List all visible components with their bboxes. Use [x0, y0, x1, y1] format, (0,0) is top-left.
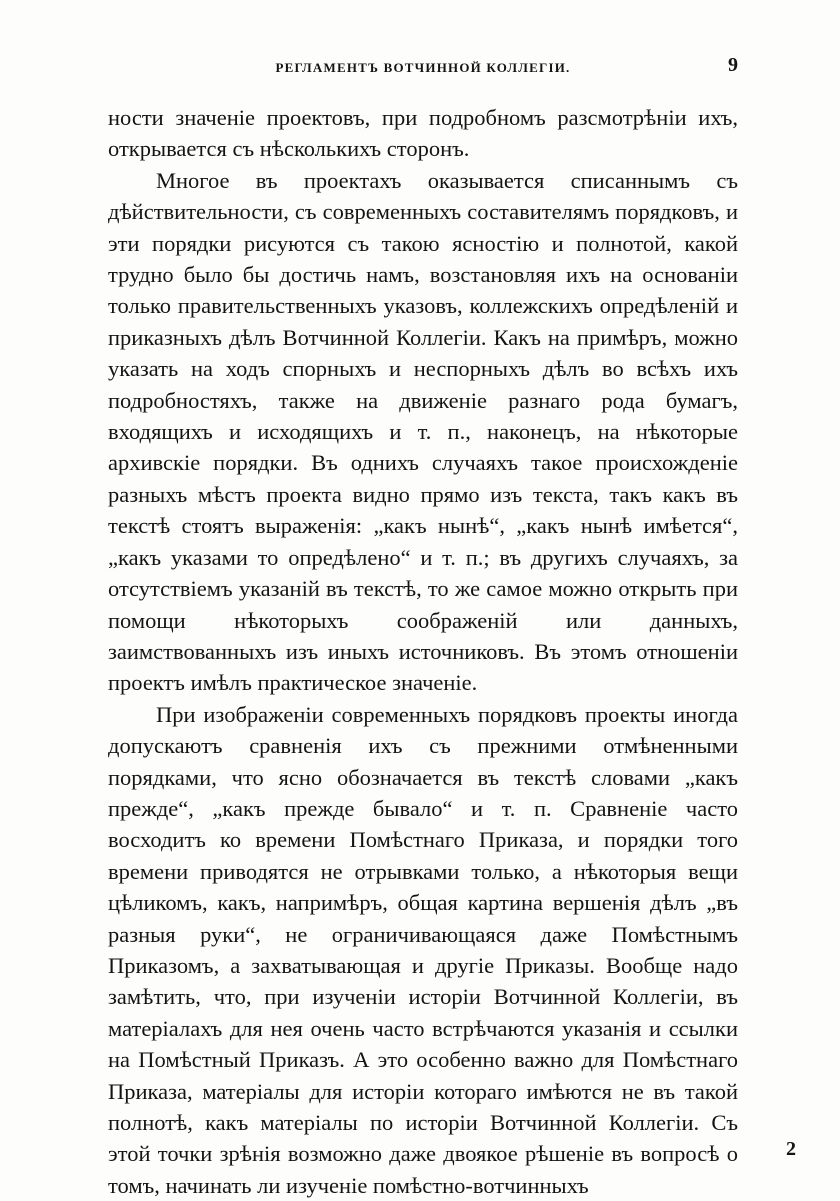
paragraph-continued: ности значенiе проектовъ, при подробномъ разсмотрѣнiи ихъ, открывается съ нѣсколькихъ сторонъ.: [108, 105, 738, 162]
book-page: [108, 52, 738, 1201]
paragraph: Многое въ проектахъ оказывается списаннымъ съ дѣйствительности, съ современныхъ составителямъ порядковъ, и эти порядки рисуются съ такою ясностiю и полнотой, какой трудно было бы достичь намъ, возстановляя ихъ на основанiи только правительственныхъ указовъ, коллежскихъ опредѣленiй и приказныхъ дѣлъ Вотчинной Коллегiи. Какъ на примѣръ, можно указать на ходъ спорныхъ и неспорныхъ дѣлъ во всѣхъ ихъ подробностяхъ, также на движенiе разнаго рода бумагъ, входящихъ и исходящихъ и т. п., наконецъ, на нѣкоторые архивскiе порядки. Въ однихъ случаяхъ такое происхожденiе разныхъ мѣстъ проекта видно прямо изъ текста, такъ какъ въ текстѣ стоятъ выраженiя: „какъ нынѣ“, „какъ нынѣ имѣется“, „какъ указами то опредѣлено“ и т. п.; въ другихъ случаяхъ, за отсутствiемъ указанiй въ текстѣ, то же самое можно открыть при помощи нѣкоторыхъ соображенiй или данныхъ, заимствованныхъ изъ иныхъ источниковъ. Въ этомъ отношенiи проектъ имѣлъ практическое значенiе.: [108, 167, 738, 696]
body-text: [108, 102, 738, 1201]
printer-signature-mark: 2: [786, 1138, 796, 1160]
running-title: РЕГЛАМЕНТЪ ВОТЧИННОЙ КОЛЛЕГIИ.: [275, 60, 571, 75]
paragraph: При изображенiи современныхъ порядковъ проекты иногда допускаютъ сравненiя ихъ съ прежними отмѣненными порядками, что ясно обозначается въ текстѣ словами „какъ прежде“, „какъ прежде бывало“ и т. п. Сравненiе часто восходитъ ко времени Помѣстнаго Приказа, и порядки того времени приводятся не отрывками только, а нѣкоторыя вещи цѣликомъ, какъ, напримѣръ, общая картина вершенiя дѣлъ „въ разныя руки“, не ограничивающаяся даже Помѣстнымъ Приказомъ, а захватывающая и другiе Приказы. Вообще надо замѣтить, что, при изученiи исторiи Вотчинной Коллегiи, въ матерiалахъ для нея очень часто встрѣчаются указанiя и ссылки на Помѣстный Приказъ. А это особенно важно для Помѣстнаго Приказа, матерiалы для исторiи котораго имѣются не въ такой полнотѣ, какъ матерiалы по исторiи Вотчинной Коллегiи. Съ этой точки зрѣнiя возможно даже двоякое рѣшенiе въ вопросѣ о томъ, начинать ли изученiе помѣстно-вотчинныхъ: [108, 701, 738, 1198]
page-number: 9: [728, 54, 738, 76]
running-head: [108, 52, 738, 90]
